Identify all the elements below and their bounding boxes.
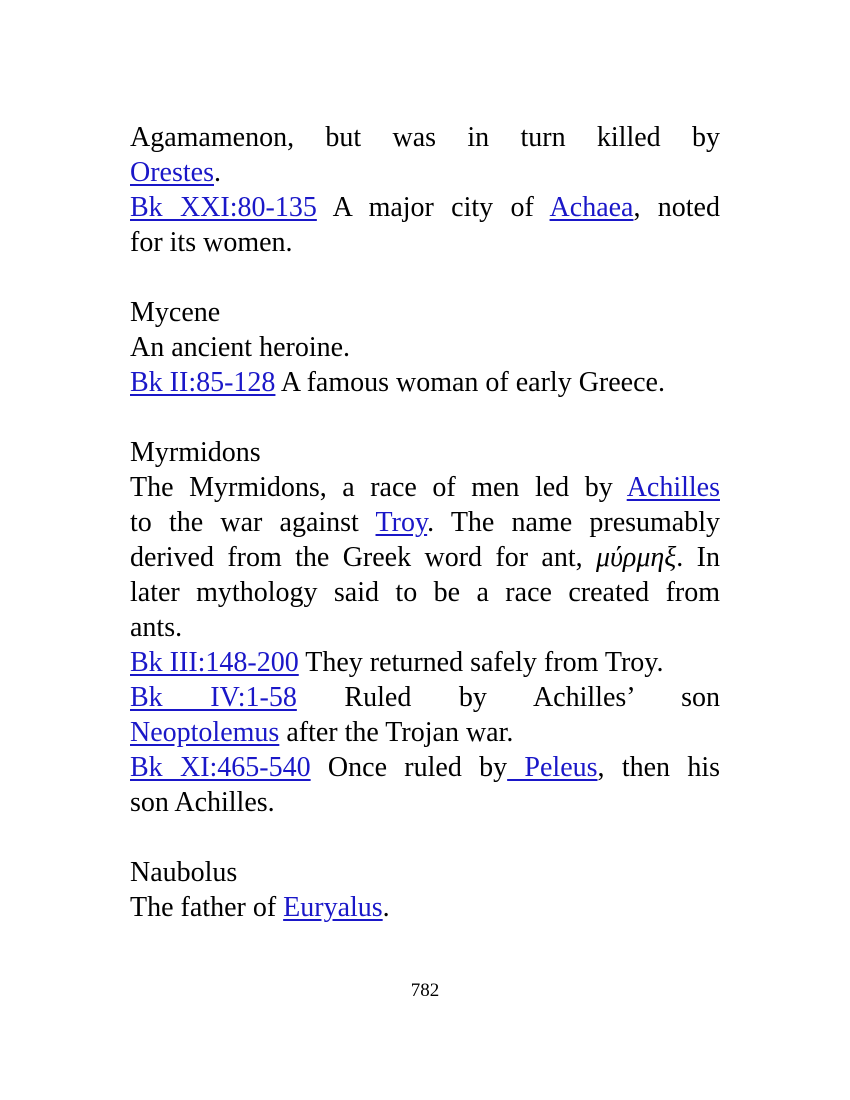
entry-description: An ancient heroine. bbox=[130, 332, 351, 363]
reference-line: Bk IV:1-58 Ruled by Achilles’ son bbox=[130, 682, 720, 713]
link-troy[interactable]: Troy bbox=[375, 507, 428, 538]
reference-line: Bk II:85-128 A famous woman of early Greece. bbox=[130, 367, 665, 398]
spacer bbox=[130, 820, 720, 855]
entry-text-line: The Myrmidons, a race of men led by Achilles bbox=[130, 472, 720, 503]
reference-line: Bk XI:465-540 Once ruled by Peleus, then his bbox=[130, 752, 721, 783]
link-bk-xxi-80-135[interactable]: Bk XXI:80-135 bbox=[130, 192, 317, 223]
entry-text-line bbox=[130, 120, 720, 155]
link-achilles[interactable]: Achilles bbox=[626, 472, 720, 503]
link-orestes[interactable]: Orestes bbox=[130, 157, 214, 188]
link-bk-ii-85-128[interactable]: Bk II:85-128 bbox=[130, 367, 276, 398]
link-neoptolemus[interactable]: Neoptolemus bbox=[130, 717, 280, 748]
reference-line: Bk III:148-200 They returned safely from Troy. bbox=[130, 647, 664, 678]
reference-line: for its women. bbox=[130, 227, 293, 258]
reference-line: son Achilles. bbox=[130, 787, 275, 818]
spacer bbox=[130, 400, 720, 435]
link-bk-xi-465-540[interactable]: Bk XI:465-540 bbox=[130, 752, 311, 783]
link-euryalus[interactable]: Euryalus bbox=[283, 892, 383, 923]
entry-text-line: to the war against Troy. The name presumably bbox=[130, 507, 720, 538]
entry-text-line: ants. bbox=[130, 612, 183, 643]
document-page bbox=[130, 120, 720, 925]
page-number: 782 bbox=[410, 980, 440, 1001]
entry-text: Agamamenon, but was in turn killed by bbox=[130, 122, 720, 153]
headword-mycene: Mycene bbox=[130, 297, 221, 328]
entry-description: The father of Euryalus. bbox=[130, 892, 390, 923]
entry-text-line: Orestes. bbox=[130, 157, 221, 188]
entry-text-line: derived from the Greek word for ant, μύρμηξ. In bbox=[130, 542, 720, 573]
reference-line: Bk XXI:80-135 A major city of Achaea, noted bbox=[130, 192, 720, 223]
reference-line: Neoptolemus after the Trojan war. bbox=[130, 717, 514, 748]
greek-word: μύρμηξ bbox=[596, 542, 677, 573]
headword-naubolus: Naubolus bbox=[130, 857, 238, 888]
spacer bbox=[130, 260, 720, 295]
link-bk-iv-1-58[interactable]: Bk IV:1-58 bbox=[130, 682, 297, 713]
link-peleus[interactable]: Peleus bbox=[507, 752, 598, 783]
link-bk-iii-148-200[interactable]: Bk III:148-200 bbox=[130, 647, 299, 678]
entry-text-line: later mythology said to be a race created from bbox=[130, 577, 720, 608]
link-achaea[interactable]: Achaea bbox=[549, 192, 634, 223]
headword-myrmidons: Myrmidons bbox=[130, 437, 261, 468]
